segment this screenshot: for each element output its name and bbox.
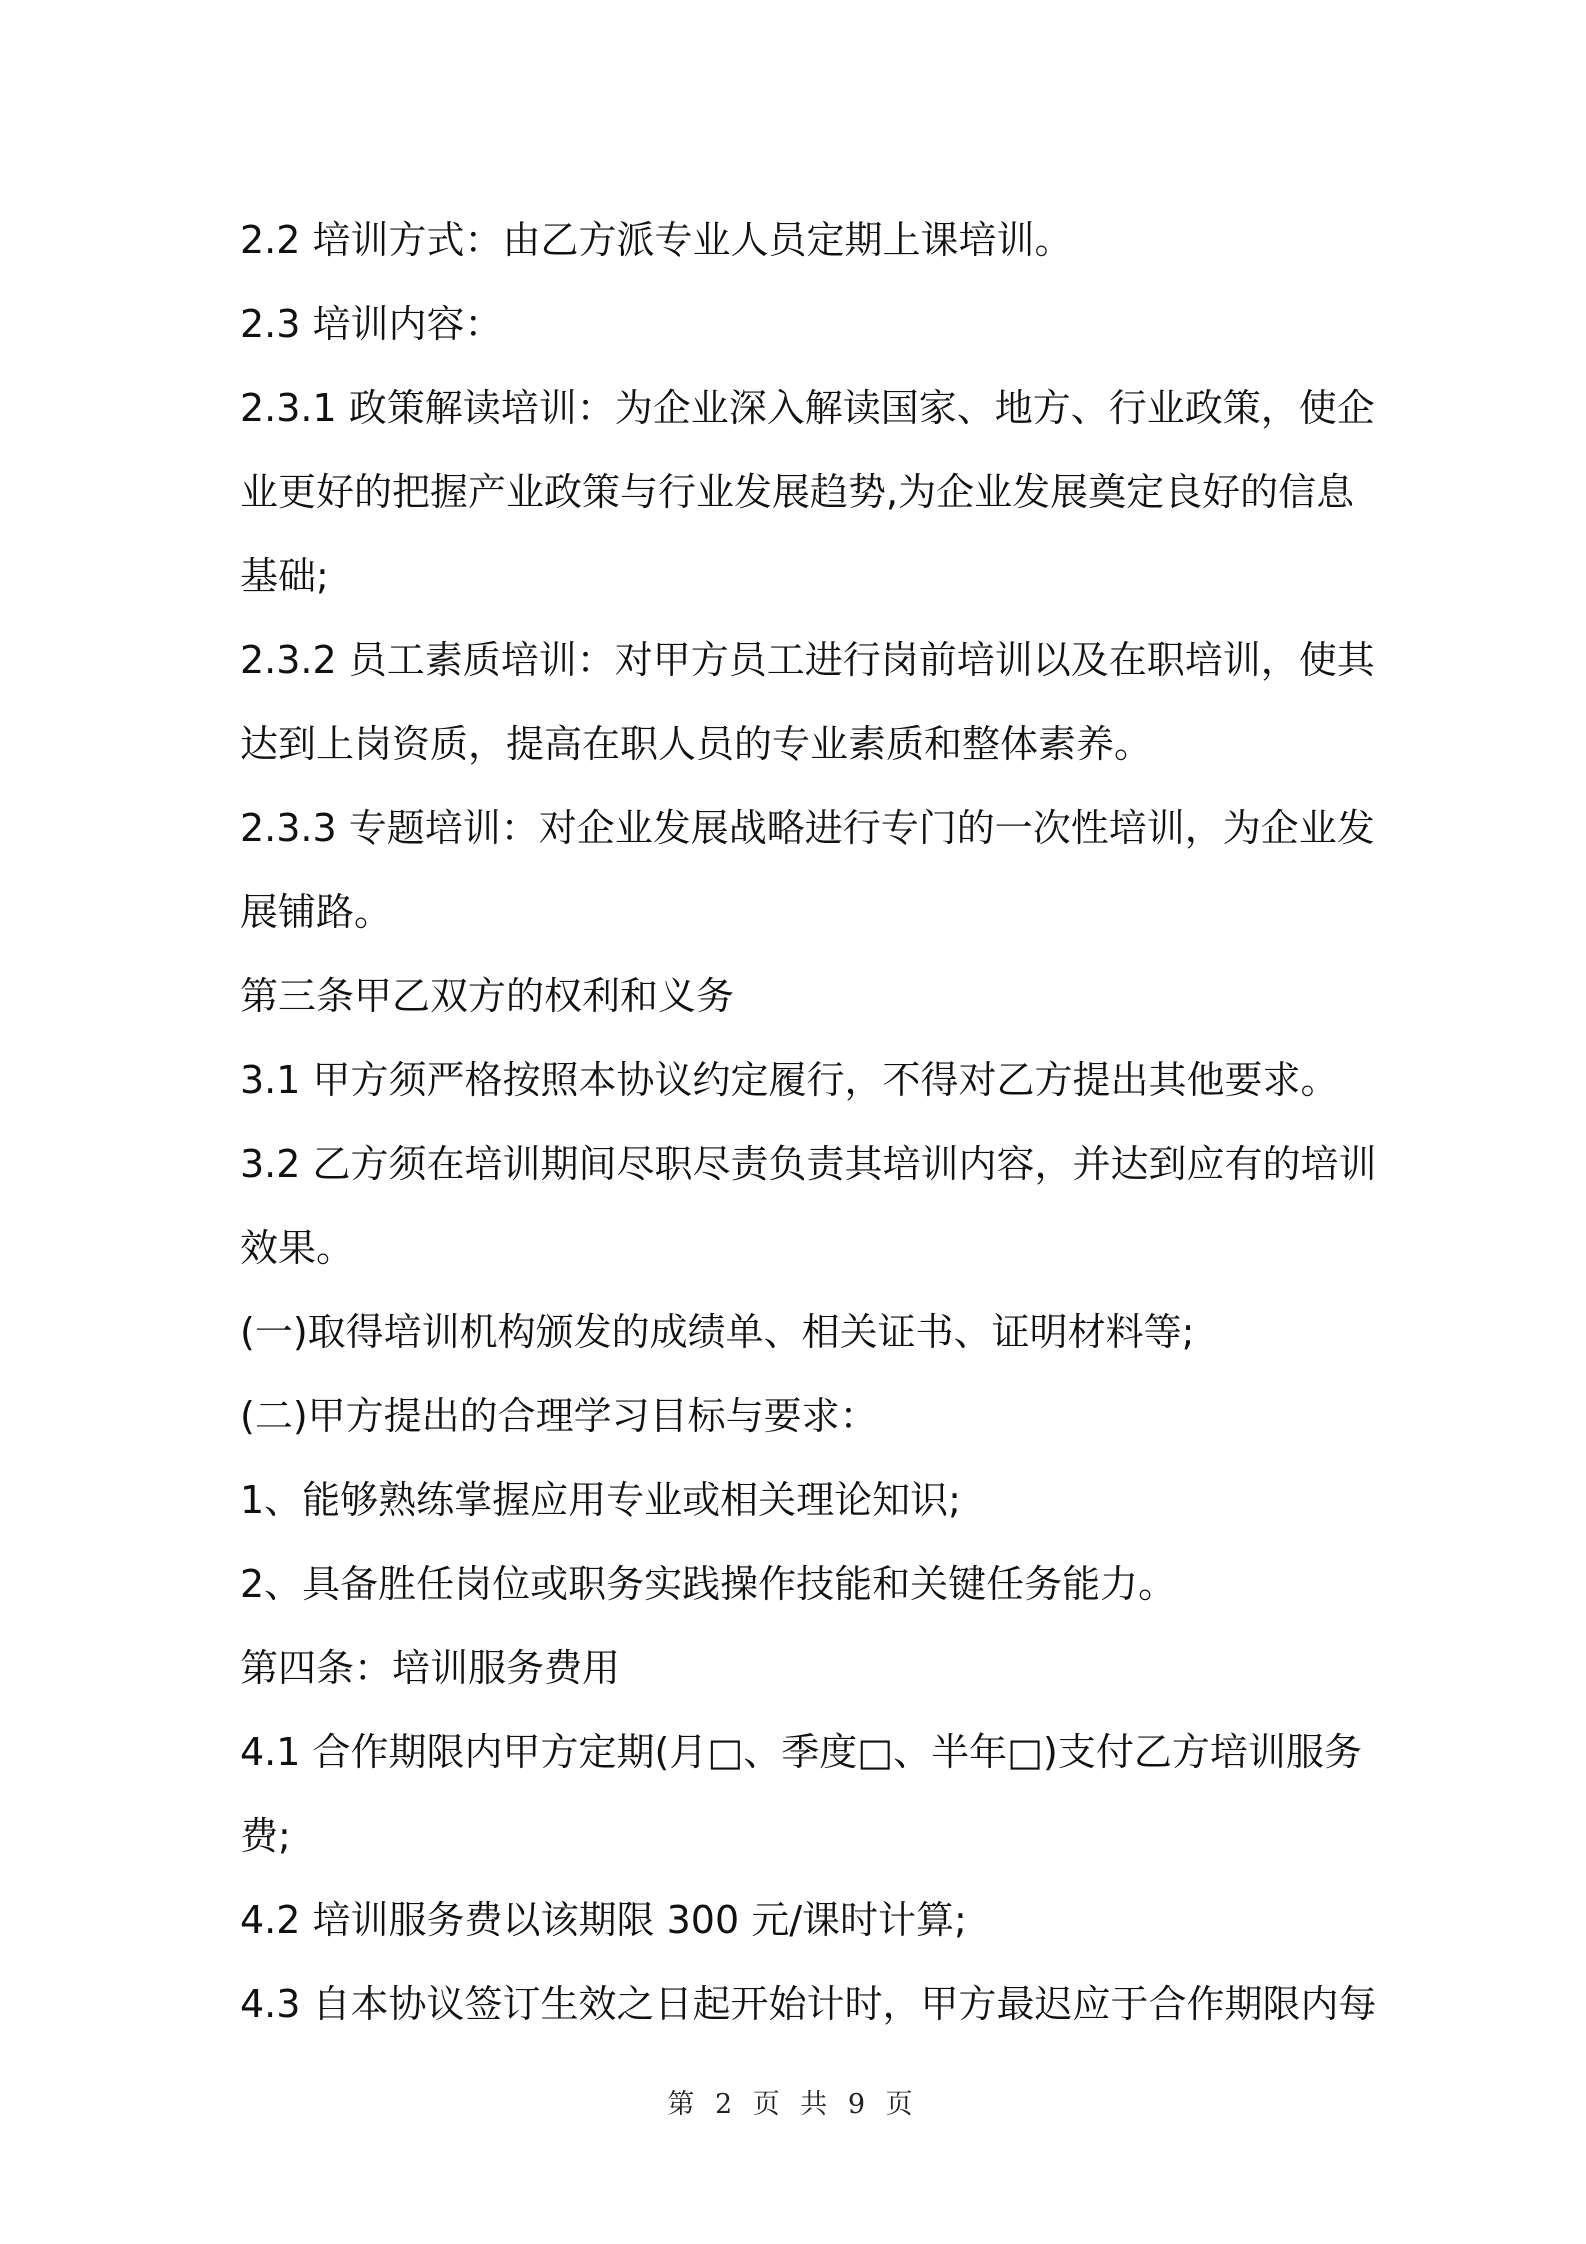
line-4-3: 4.3 自本协议签订生效之日起开始计时，甲方最迟应于合作期限内每 bbox=[240, 1982, 1377, 2026]
line-2-3-2-staff-training: 2.3.2 员工素质培训：对甲方员工进行岗前培训以及在职培训，使其 bbox=[240, 638, 1375, 682]
line-4-1-end: 费; bbox=[240, 1814, 291, 1858]
line-4-2: 4.2 培训服务费以该期限 300 元/课时计算; bbox=[240, 1898, 967, 1942]
line-2-3-training-content: 2.3 培训内容： bbox=[240, 302, 503, 346]
item-two: (二)甲方提出的合理学习目标与要求： bbox=[240, 1394, 878, 1438]
article-3-heading: 第三条甲乙双方的权利和义务 bbox=[240, 974, 735, 1018]
sub-item-1: 1、能够熟练掌握应用专业或相关理论知识; bbox=[240, 1478, 961, 1522]
line-2-3-3-end: 展铺路。 bbox=[240, 890, 393, 934]
article-4-heading: 第四条：培训服务费用 bbox=[240, 1646, 621, 1690]
page-number-footer: 第 2 页 共 9 页 bbox=[667, 2089, 919, 2120]
line-3-2: 3.2 乙方须在培训期间尽职尽责负责其培训内容，并达到应有的培训 bbox=[240, 1142, 1377, 1186]
line-4-1: 4.1 合作期限内甲方定期(月□、季度□、半年□)支付乙方培训服务 bbox=[240, 1730, 1362, 1774]
sub-item-2: 2、具备胜任岗位或职务实践操作技能和关键任务能力。 bbox=[240, 1562, 1177, 1606]
line-2-3-1-continued: 业更好的把握产业政策与行业发展趋势,为企业发展奠定良好的信息 bbox=[240, 470, 1355, 514]
body-text bbox=[240, 198, 1377, 2046]
line-3-2-end: 效果。 bbox=[240, 1226, 355, 1270]
line-2-3-3-topic-training: 2.3.3 专题培训：对企业发展战略进行专门的一次性培训，为企业发 bbox=[240, 806, 1375, 850]
item-one: (一)取得培训机构颁发的成绩单、相关证书、证明材料等; bbox=[240, 1310, 1195, 1354]
line-2-2-training-method: 2.2 培训方式：由乙方派专业人员定期上课培训。 bbox=[240, 218, 1073, 262]
line-3-1: 3.1 甲方须严格按照本协议约定履行，不得对乙方提出其他要求。 bbox=[240, 1058, 1339, 1102]
line-2-3-2-continued: 达到上岗资质，提高在职人员的专业素质和整体素养。 bbox=[240, 722, 1153, 766]
line-2-3-1-policy-training: 2.3.1 政策解读培训：为企业深入解读国家、地方、行业政策，使企 bbox=[240, 386, 1375, 430]
line-2-3-1-end: 基础; bbox=[240, 554, 329, 598]
